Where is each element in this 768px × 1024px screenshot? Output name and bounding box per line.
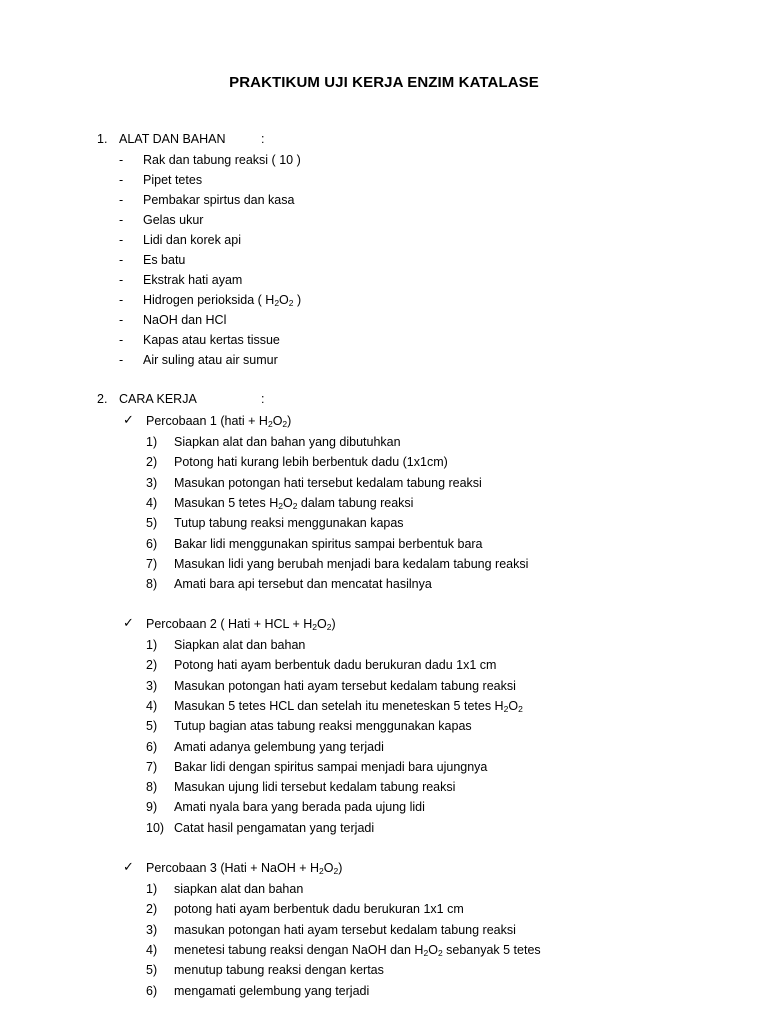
step-item: Tutup tabung reaksi menggunakan kapas	[174, 516, 404, 531]
list-bullet: -	[119, 333, 124, 347]
step-item: Amati adanya gelembung yang terjadi	[174, 739, 384, 754]
step-item: Masukan 5 tetes HCL dan setelah itu meneteskan 5 tetes $H_2O_2$	[174, 698, 523, 714]
experiment3-title: Percobaan 3 (Hati + NaOH + $H_2O_2$)	[146, 861, 343, 876]
step-number: 2)	[146, 658, 158, 673]
document-title: PRAKTIKUM UJI KERJA ENZIM KATALASE	[229, 74, 539, 91]
section2-heading: CARA KERJA	[119, 392, 197, 406]
check-icon: ✓	[123, 412, 134, 427]
step-number: 4)	[146, 495, 158, 510]
material-item: Rak dan tabung reaksi ( 10 )	[143, 153, 301, 167]
list-bullet: -	[119, 273, 124, 287]
step-number: 8)	[146, 577, 158, 592]
check-icon: ✓	[123, 859, 134, 874]
material-item: Pipet tetes	[143, 173, 203, 187]
step-number: 5)	[146, 516, 158, 531]
section1-number: 1.	[97, 132, 108, 146]
step-item: Bakar lidi dengan spiritus sampai menjadi bara ujungnya	[174, 759, 488, 774]
material-item: Ekstrak hati ayam	[143, 273, 243, 287]
list-bullet: -	[119, 213, 124, 227]
section2-colon: :	[261, 392, 265, 406]
material-item: Pembakar spirtus dan kasa	[143, 193, 295, 207]
step-item: Bakar lidi menggunakan spiritus sampai berbentuk bara	[174, 536, 483, 551]
step-item: Amati nyala bara yang berada pada ujung lidi	[174, 800, 425, 815]
step-item: potong hati ayam berbentuk dadu berukuran 1x1 cm	[174, 902, 464, 917]
step-number: 9)	[146, 800, 158, 815]
step-item: Siapkan alat dan bahan yang dibutuhkan	[174, 435, 401, 449]
material-item: NaOH dan HCl	[143, 313, 227, 327]
step-number: 4)	[146, 942, 158, 957]
step-item: Potong hati kurang lebih berbentuk dadu (1x1cm)	[174, 455, 448, 470]
step-number: 5)	[146, 719, 158, 734]
material-item: Air suling atau air sumur	[143, 353, 278, 367]
list-bullet: -	[119, 233, 124, 247]
list-bullet: -	[119, 313, 124, 327]
experiment2-title: Percobaan 2 ( Hati + HCL + $H_2O_2$)	[146, 617, 336, 632]
step-item: masukan potongan hati ayam tersebut kedalam tabung reaksi	[174, 922, 516, 937]
step-number: 10)	[146, 820, 165, 835]
list-bullet: -	[119, 173, 124, 187]
step-number: 2)	[146, 455, 158, 470]
step-number: 3)	[146, 922, 158, 937]
step-number: 1)	[146, 435, 158, 449]
step-item: Masukan potongan hati ayam tersebut kedalam tabung reaksi	[174, 678, 516, 693]
material-item: Hidrogen perioksida ( $H_2O_2$ )	[143, 293, 302, 308]
step-item: menutup tabung reaksi dengan kertas	[174, 963, 384, 978]
step-number: 6)	[146, 536, 158, 551]
step-number: 6)	[146, 739, 158, 754]
step-number: 1)	[146, 638, 158, 652]
step-item: Potong hati ayam berbentuk dadu berukuran dadu 1x1 cm	[174, 658, 497, 673]
step-item: Amati bara api tersebut dan mencatat hasilnya	[174, 577, 432, 592]
step-item: Masukan 5 tetes $H_2O_2$ dalam tabung reaksi	[174, 495, 414, 511]
material-item: Gelas ukur	[143, 213, 204, 227]
step-item: siapkan alat dan bahan	[174, 882, 304, 896]
step-item: menetesi tabung reaksi dengan NaOH dan $H_2O_2$ sebanyak 5 tetes	[174, 942, 541, 958]
step-number: 7)	[146, 556, 158, 571]
section1-heading: ALAT DAN BAHAN	[119, 132, 226, 146]
step-number: 3)	[146, 475, 158, 490]
step-number: 3)	[146, 678, 158, 693]
list-bullet: -	[119, 293, 124, 307]
step-item: Masukan potongan hati tersebut kedalam tabung reaksi	[174, 475, 482, 490]
step-item: mengamati gelembung yang terjadi	[174, 983, 370, 998]
step-number: 1)	[146, 882, 158, 896]
material-item: Kapas atau kertas tissue	[143, 333, 280, 347]
step-item: Catat hasil pengamatan yang terjadi	[174, 820, 375, 835]
material-item: Es batu	[143, 253, 186, 267]
step-item: Tutup bagian atas tabung reaksi menggunakan kapas	[174, 719, 472, 734]
check-icon: ✓	[123, 615, 134, 630]
step-item: Siapkan alat dan bahan	[174, 638, 306, 652]
list-bullet: -	[119, 193, 124, 207]
list-bullet: -	[119, 353, 124, 367]
list-bullet: -	[119, 153, 124, 167]
material-item: Lidi dan korek api	[143, 233, 241, 247]
step-number: 7)	[146, 759, 158, 774]
step-item: Masukan lidi yang berubah menjadi bara kedalam tabung reaksi	[174, 556, 529, 571]
experiment1-title: Percobaan 1 (hati + $H_2O_2$)	[146, 414, 292, 429]
step-item: Masukan ujung lidi tersebut kedalam tabung reaksi	[174, 780, 456, 795]
step-number: 5)	[146, 963, 158, 978]
step-number: 2)	[146, 902, 158, 917]
section2-number: 2.	[97, 392, 108, 406]
step-number: 6)	[146, 983, 158, 998]
step-number: 8)	[146, 780, 158, 795]
step-number: 4)	[146, 698, 158, 713]
section1-colon: :	[261, 132, 265, 146]
list-bullet: -	[119, 253, 124, 267]
